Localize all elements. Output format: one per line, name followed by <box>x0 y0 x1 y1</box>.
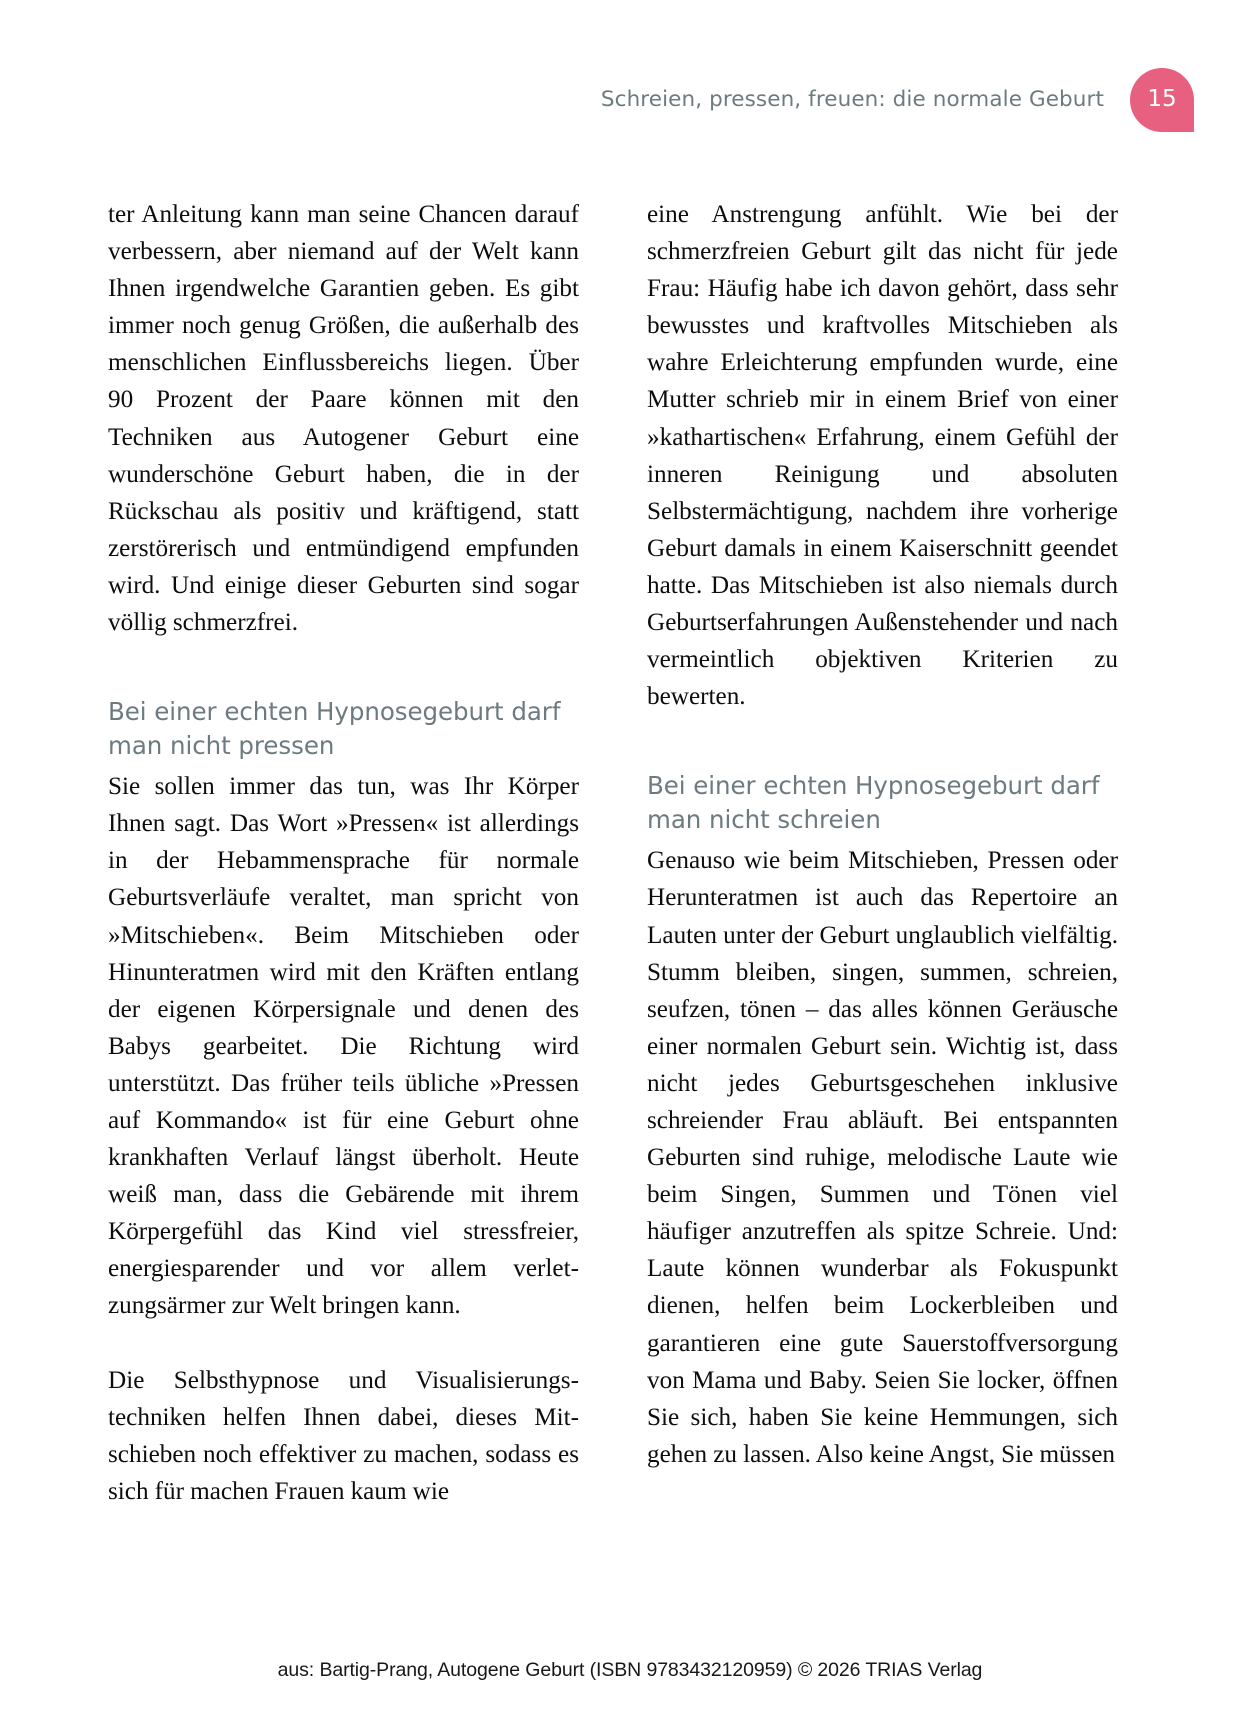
right-column <box>647 196 1118 1536</box>
paragraph: Sie sollen immer das tun, was Ihr Körper Ihnen sagt. Das Wort »Pressen« ist allerdings in der Hebammensprache für normale Geburtsverläufe veraltet, man spricht von »Mitschieben«. Beim Mitschieben oder Hinunteratmen wird mit den Kräften entlang der eigenen Körpersignale und denen des Babys gearbeitet. Die Richtung wird unterstützt. Das früher teils übliche »Pressen auf Kommando« ist für eine Geburt ohne krankhaften Verlauf längst überholt. Heute weiß man, dass die Gebärende mit ihrem Körpergefühl das Kind viel stressfreier, energiesparender und vor allem verletzungsärmer zur Welt bringen kann. <box>108 773 579 1320</box>
paragraph: ter Anleitung kann man seine Chancen darauf verbessern, aber niemand auf der Welt kann Ihnen irgendwelche Garantien geben. Es gibt immer noch genug Größen, die außerhalb des menschlichen Einflussbereichs liegen. Über 90 Prozent der Paare können mit den Techniken aus Autogener Geburt eine wunderschöne Geburt haben, die in der Rückschau als positiv und kräftigend, statt zerstörerisch und entmündigend empfunden wird. Und einige dieser Geburten sind sogar völlig schmerzfrei. <box>108 201 579 637</box>
section-subheading-schreien: Bei einer echten Hypnosegeburt darf man nicht schreien <box>647 771 1100 834</box>
paragraph: eine Anstrengung anfühlt. Wie bei der schmerzfreien Geburt gilt das nicht für jede Frau: Häufig habe ich davon gehört, dass sehr bewusstes und kraftvolles Mitschieben als wahre Erleichterung empfunden wurde, eine Mutter schrieb mir in einem Brief von einer »kathartischen« Erfahrung, einem Gefühl der inneren Reinigung und absoluten Selbstermächtigung, nachdem ihre vorherige Geburt damals in einem Kaiserschnitt geendet hatte. Das Mitschieben ist also niemals durch Geburtserfahrungen Außenstehender und nach vermeintlich objektiven Kriterien zu bewerten. <box>647 201 1118 711</box>
left-column <box>108 196 579 1536</box>
paragraph: Die Selbsthypnose und Visualisierungstechniken helfen Ihnen dabei, dieses Mitschieben noch effektiver zu machen, sodass es sich für machen Frauen kaum wie <box>108 1366 579 1505</box>
section-subheading-pressen: Bei einer echten Hypnosegeburt darf man nicht pressen <box>108 697 561 760</box>
text-columns <box>108 196 1118 1536</box>
footer-attribution: aus: Bartig-Prang, Autogene Geburt (ISBN 9783432120959) © 2026 TRIAS Verlag <box>277 1658 983 1681</box>
chapter-title: Schreien, pressen, freuen: die normale Geburt <box>600 87 1104 113</box>
page-number: 15 <box>1147 85 1177 112</box>
paragraph: Genauso wie beim Mitschieben, Pressen oder Herunteratmen ist auch das Repertoire an Lauten unter der Geburt unglaublich vielfältig. Stumm bleiben, singen, summen, schreien, seufzen, tönen – das alles können Geräusche einer normalen Geburt sein. Wichtig ist, dass nicht jedes Geburtsgeschehen inklusive schreiender Frau abläuft. Bei entspannten Geburten sind ruhige, melodische Laute wie beim Singen, Summen und Tönen viel häufiger anzutreffen als spitze Schreie. Und: Laute können wunderbar als Fokuspunkt dienen, helfen beim Lockerbleiben und garantieren eine gute Sauerstoffversorgung von Mama und Baby. Seien Sie locker, öffnen Sie sich, haben Sie keine Hemmungen, sich gehen zu lassen. Also keine Angst, Sie müssen <box>647 847 1118 1468</box>
page-number-badge <box>1130 68 1194 132</box>
running-header <box>110 74 1194 126</box>
